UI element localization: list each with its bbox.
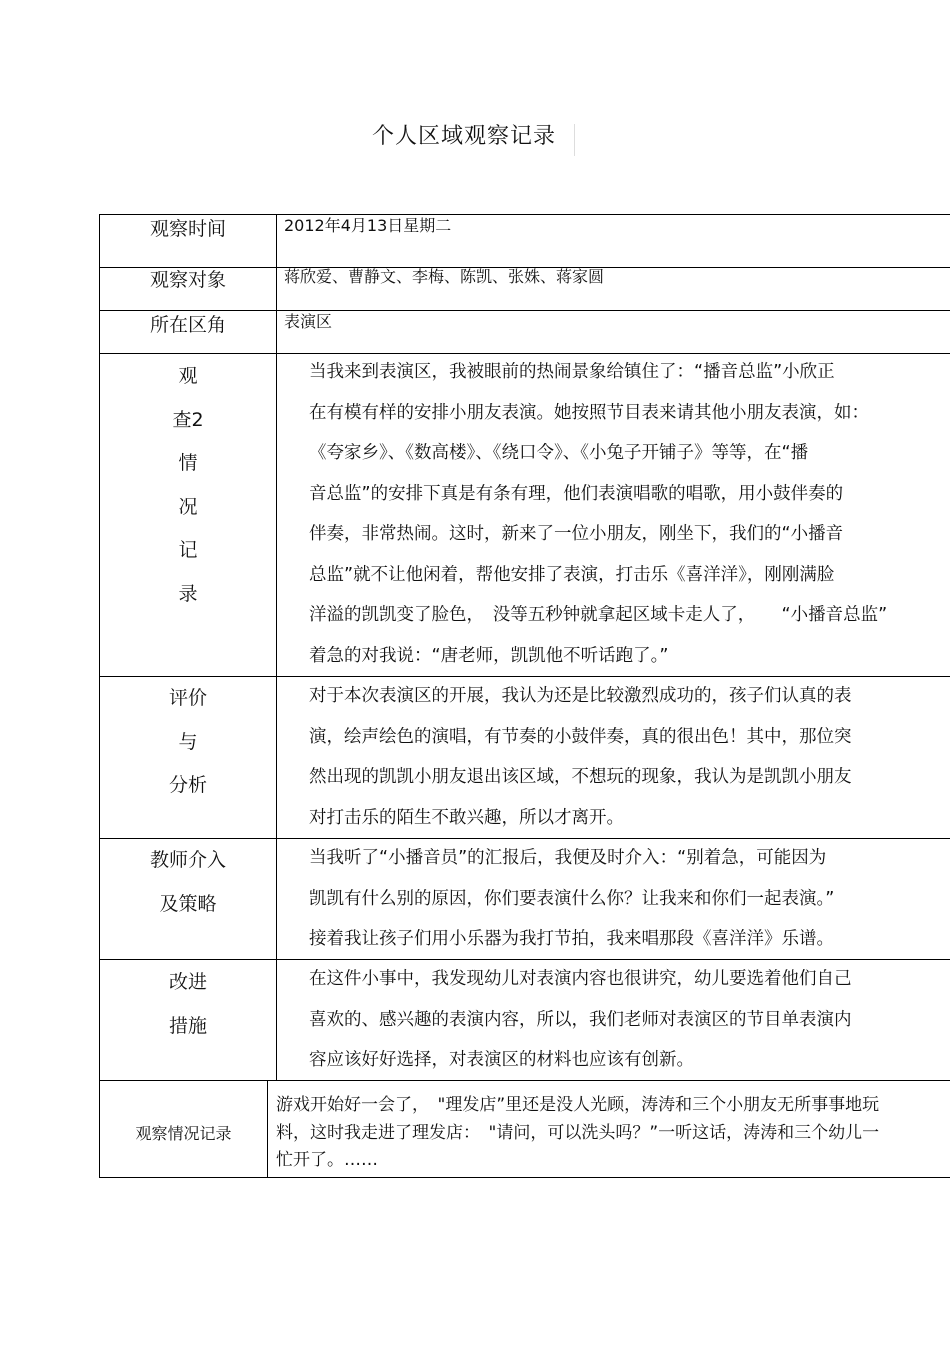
record-label-char: 情	[178, 452, 198, 475]
observation-line: 游戏开始好一会了， "理发店”里还是没人光顾，涛涛和三个小朋友无所事事地玩	[276, 1095, 880, 1115]
intervention-label-line: 教师介入	[149, 849, 226, 871]
record-line: 伴奏，非常热闹。这时，新来了一位小朋友，刚坐下，我们的“小播音	[309, 524, 844, 544]
intervention-line: 当我听了“小播音员”的汇报后，我便及时介入：“别着急，可能因为	[309, 848, 827, 868]
record-text	[309, 352, 887, 676]
observation-record-text	[276, 1092, 879, 1175]
record-label-char: 录	[178, 582, 198, 605]
record-label-char: 观	[178, 365, 198, 387]
record-line: 《夸家乡》、《数高楼》、《绕口令》、《小兔子开铺子》等等，在“播	[309, 443, 809, 463]
improvement-line: 喜欢的、感兴趣的表演内容，所以，我们老师对表演区的节目单表演内	[309, 1009, 852, 1030]
evaluation-line: 对打击乐的陌生不敢兴趣，所以才离开。	[309, 807, 624, 828]
table-column-divider	[276, 214, 277, 1080]
evaluation-label	[100, 677, 276, 808]
evaluation-label-char: 评价	[168, 687, 207, 709]
intervention-text	[309, 838, 834, 960]
record-line: 当我来到表演区，我被眼前的热闹景象给镇住了：“播音总监”小欣正	[309, 362, 835, 382]
intervention-label-line: 及策略	[159, 892, 217, 915]
record-line: 着急的对我说：“唐老师，凯凯他不听话跑了。”	[309, 645, 669, 666]
evaluation-text	[309, 676, 852, 838]
record-line: 音总监”的安排下真是有条有理，他们表演唱歌的唱歌，用小鼓伴奏的	[309, 483, 844, 504]
record-label-char: 查2	[172, 408, 204, 431]
evaluation-line: 演，绘声绘色的演唱，有节奏的小鼓伴奏，真的很出色！其中，那位突	[309, 726, 852, 747]
improvement-label	[100, 961, 276, 1048]
record-label-char: 况	[178, 495, 198, 518]
row-divider-2	[99, 310, 950, 311]
observation-line: 料，这时我走进了理发店： "请问，可以洗头吗？”一听这话，涛涛和三个幼儿一	[276, 1122, 880, 1143]
title-divider	[574, 124, 575, 156]
evaluation-label-char: 分析	[168, 774, 207, 797]
improvement-label-line: 措施	[168, 1014, 207, 1037]
observation-subjects-value: 蒋欣爱、曹静文、李梅、陈凯、张姝、蒋家圆	[284, 267, 605, 286]
observation-line: 忙开了。……	[276, 1150, 378, 1170]
observation-time-label: 观察时间	[149, 218, 226, 240]
table-column-divider-last	[267, 1080, 268, 1178]
improvement-text	[309, 959, 852, 1081]
record-label-char: 记	[178, 539, 198, 562]
evaluation-line: 对于本次表演区的开展，我认为还是比较激烈成功的，孩子们认真的表	[309, 686, 852, 706]
improvement-label-line: 改进	[168, 971, 207, 993]
record-line: 在有模有样的安排小朋友表演。她按照节目表来请其他小朋友表演，如：	[309, 402, 869, 423]
page-title: 个人区域观察记录	[372, 124, 557, 149]
observation-subjects-label: 观察对象	[149, 269, 226, 291]
improvement-line: 在这件小事中，我发现幼儿对表演内容也很讲究，幼儿要选着他们自己	[309, 969, 852, 989]
intervention-line: 凯凯有什么别的原因，你们要表演什么你？让我来和你们一起表演。”	[309, 888, 835, 909]
record-line: 总监”就不让他闲着，帮他安排了表演，打击乐《喜洋洋》，刚刚满脸	[309, 564, 835, 585]
area-label: 所在区角	[149, 314, 226, 336]
table-border-top	[99, 214, 950, 215]
intervention-label	[100, 839, 276, 926]
improvement-line: 容应该好好选择，对表演区的材料也应该有创新。	[309, 1050, 694, 1070]
record-line: 洋溢的凯凯变了脸色， 没等五秒钟就拿起区域卡走人了， “小播音总监”	[309, 605, 888, 625]
intervention-line: 接着我让孩子们用小乐器为我打节拍，我来唱那段《喜洋洋》乐谱。	[309, 929, 834, 949]
area-value: 表演区	[284, 312, 333, 331]
evaluation-line: 然出现的凯凯小朋友退出该区域，不想玩的现象，我认为是凯凯小朋友	[309, 767, 852, 787]
observation-time-value: 2012年4月13日星期二	[284, 216, 452, 235]
record-label	[100, 355, 276, 617]
table-border-bottom	[99, 1177, 950, 1178]
evaluation-label-char: 与	[178, 730, 198, 753]
observation-record-label: 观察情况记录	[135, 1124, 232, 1143]
